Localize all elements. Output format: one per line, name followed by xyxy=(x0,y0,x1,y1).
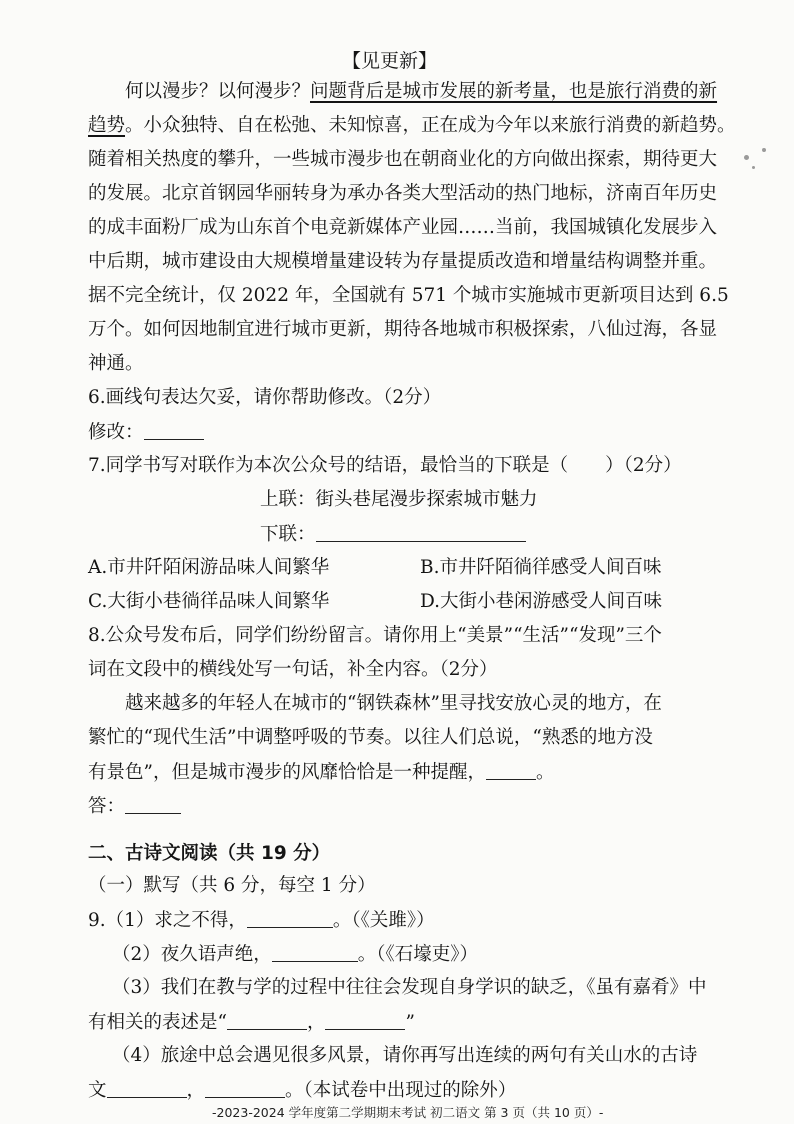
q8-passage-line-3 xyxy=(88,759,554,786)
page-heading: 【见更新】 xyxy=(342,50,438,72)
q7-option-c[interactable]: C.大街小巷徜徉品味人间繁华 xyxy=(88,591,330,612)
q7-option-b[interactable]: B.市井阡陌徜徉感受人间百味 xyxy=(420,557,662,578)
q8-passage-line-1: 越来越多的年轻人在城市的“钢铁森林”里寻找安放心灵的地方，在 xyxy=(125,693,662,714)
q9-3-blank-2[interactable] xyxy=(325,1009,405,1030)
q9-4-line-1: （4）旅途中总会遇见很多风景，请你再写出连续的两句有关山水的古诗 xyxy=(112,1045,698,1066)
q9-1-text: 9.（1）求之不得， xyxy=(88,910,247,931)
q9-4-blank-2[interactable] xyxy=(205,1077,285,1098)
q8-answer-row xyxy=(88,793,181,820)
q6-answer-blank[interactable] xyxy=(144,419,204,440)
q9-1-source: 。（《关雎》） xyxy=(332,910,435,931)
passage-line-1 xyxy=(125,79,717,105)
q8-passage-text: 有景色”，但是城市漫步的风靡恰恰是一种提醒， xyxy=(88,762,486,783)
q9-2-blank[interactable] xyxy=(272,941,358,962)
scan-speck xyxy=(744,155,749,160)
q6-answer-row xyxy=(88,419,204,446)
passage-line-2 xyxy=(88,113,736,139)
passage-line-6: 中后期，城市建设由大规模增量建设转为存量提质改造和增量结构调整并重。 xyxy=(88,251,718,272)
q8-passage-end: 。 xyxy=(535,762,555,783)
q9-1-row xyxy=(88,907,435,934)
q9-2-source: 。（《石壕吏》） xyxy=(357,944,479,965)
page-footer: -2023-2024 学年度第二学期期末考试 初二语文 第 3 页（共 10 页）- xyxy=(212,1105,604,1120)
q9-4-comma: ， xyxy=(186,1080,206,1101)
q9-2-text: （2）夜久语声绝， xyxy=(112,944,272,965)
passage-line-2-rest: 。小众独特、自在松弛、未知惊喜，正在成为今年以来旅行消费的新趋势。 xyxy=(125,115,736,136)
q9-4-blank-1[interactable] xyxy=(107,1077,187,1098)
q7-lower-couplet-row xyxy=(260,521,526,548)
section-2-title: 二、古诗文阅读（共 19 分） xyxy=(88,843,331,864)
q9-4-note: 。（本试卷中出现过的除外） xyxy=(285,1080,517,1101)
scan-speck xyxy=(762,148,766,152)
q9-4-lead: 文 xyxy=(88,1080,107,1101)
q9-4-line-2 xyxy=(88,1077,516,1104)
passage-line-9: 神通。 xyxy=(88,353,144,374)
q6-answer-label: 修改： xyxy=(88,422,144,443)
q9-2-row xyxy=(112,941,478,968)
q9-3-blank-1[interactable] xyxy=(227,1009,307,1030)
q9-3-comma: ， xyxy=(306,1012,326,1033)
q7-lower-blank[interactable] xyxy=(316,521,526,542)
q7-stem: 7.同学书写对联作为本次公众号的结语，最恰当的下联是（ ）（2分） xyxy=(88,455,682,476)
q9-3-lead: 有相关的表述是“ xyxy=(88,1012,227,1033)
scan-speck xyxy=(752,166,755,169)
passage-line-4: 的发展。北京首钢园华丽转身为承办各类大型活动的热门地标，济南百年历史 xyxy=(88,183,718,204)
q7-lower-label: 下联： xyxy=(260,524,316,545)
q8-answer-blank[interactable] xyxy=(125,793,181,814)
passage-line-8: 万个。如何因地制宜进行城市更新，期待各地城市积极探索，八仙过海，各显 xyxy=(88,319,718,340)
q7-upper-couplet: 上联：街头巷尾漫步探索城市魅力 xyxy=(260,489,538,510)
underlined-sentence-part2: 趋势 xyxy=(88,115,126,136)
q8-fill-blank[interactable] xyxy=(486,759,536,780)
passage-line-3: 随着相关热度的攀升，一些城市漫步也在朝商业化的方向做出探索，期待更大 xyxy=(88,149,718,170)
q9-3-close-quote: ” xyxy=(405,1012,415,1033)
section-2-subtitle: （一）默写（共 6 分，每空 1 分） xyxy=(88,875,376,896)
underlined-sentence-part1: 问题背后是城市发展的新考量，也是旅行消费的新 xyxy=(310,81,718,102)
q6-stem: 6.画线句表达欠妥，请你帮助修改。（2分） xyxy=(88,387,442,408)
passage-line-5: 的成丰面粉厂成为山东首个电竞新媒体产业园……当前，我国城镇化发展步入 xyxy=(88,217,718,238)
q8-answer-label: 答： xyxy=(88,796,126,817)
q9-1-blank[interactable] xyxy=(247,907,333,928)
q9-3-line-2 xyxy=(88,1009,415,1036)
q7-option-a[interactable]: A.市井阡陌闲游品味人间繁华 xyxy=(88,557,330,578)
q9-3-line-1: （3）我们在教与学的过程中往往会发现自身学识的缺乏，《虽有嘉肴》中 xyxy=(112,977,707,998)
q8-passage-line-2: 繁忙的“现代生活”中调整呼吸的节奏。以往人们总说，“熟悉的地方没 xyxy=(88,727,653,748)
q7-option-d[interactable]: D.大街小巷闲游感受人间百味 xyxy=(420,591,663,612)
q8-stem-line-1: 8.公众号发布后，同学们纷纷留言。请你用上“美景”“生活”“发现”三个 xyxy=(88,625,662,646)
q8-stem-line-2: 词在文段中的横线处写一句话，补全内容。（2分） xyxy=(88,659,498,680)
passage-intro: 何以漫步？以何漫步？ xyxy=(125,81,311,102)
passage-line-7: 据不完全统计，仅 2022 年，全国就有 571 个城市实施城市更新项目达到 6.5 xyxy=(88,285,729,306)
